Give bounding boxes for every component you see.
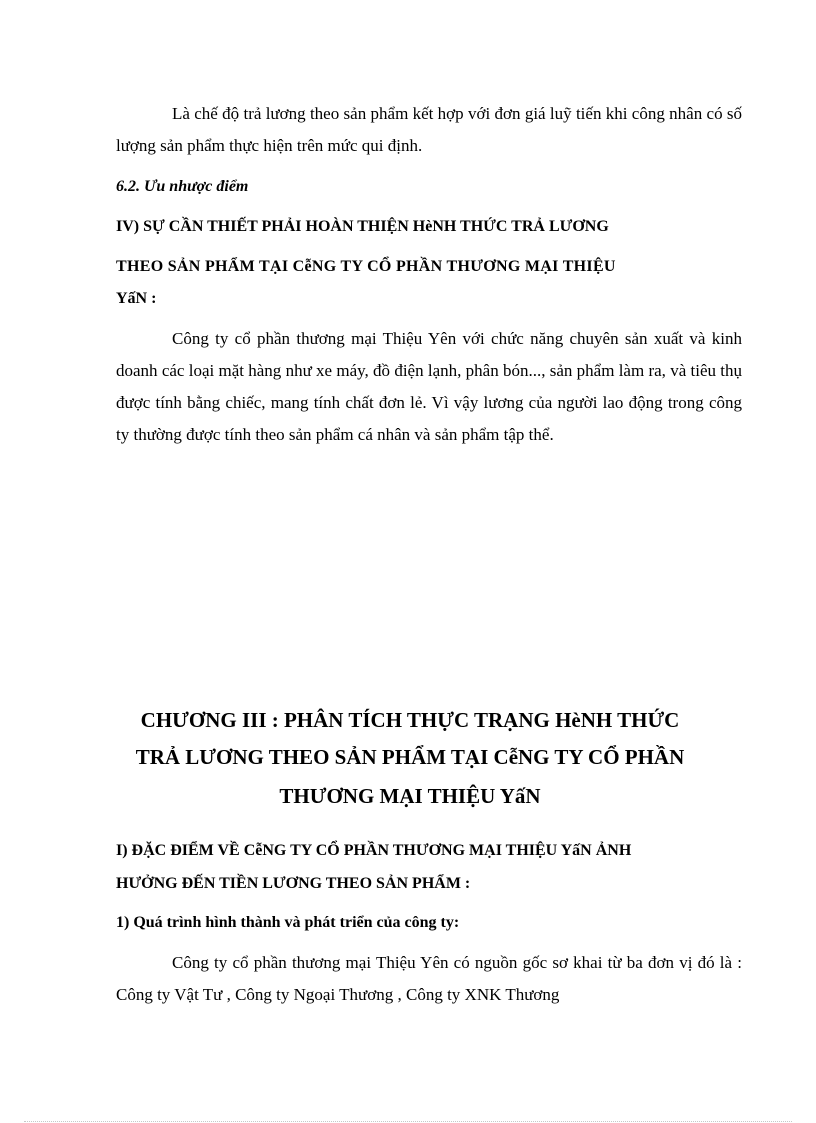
- page-border-dotted: [24, 1121, 792, 1122]
- paragraph-progressive-wage: Là chế độ trả lương theo sản phẩm kết hợp với đơn giá luỹ tiến khi công nhân có số lượng sản phẩm thực hiện trên mức qui định.: [116, 104, 742, 155]
- heading-advantages: 6.2. Ưu nhược điểm: [116, 178, 249, 195]
- heading-history: 1) Quá trình hình thành và phát triển của công ty:: [116, 914, 460, 931]
- heading-section-iv-line-1: IV) SỰ CẦN THIẾT PHẢI HOÀN THIỆN HèNH THỨC TRẢ LƯƠNG: [116, 218, 609, 235]
- chapter-title-line-2: TRẢ LƯƠNG THEO SẢN PHẨM TẠI CễNG TY CỔ PHẦN: [135, 745, 685, 769]
- heading-section-i-line-1: I) ĐẶC ĐIỂM VỀ CễNG TY CỔ PHẦN THƯƠNG MẠI THIỆU YấN ẢNH: [116, 842, 632, 859]
- heading-section-iv-line-3: YấN :: [116, 290, 157, 307]
- chapter-title-line-3: THƯƠNG MẠI THIỆU YấN: [279, 784, 541, 808]
- heading-section-i-line-2: HƯỞNG ĐẾN TIỀN LƯƠNG THEO SẢN PHẨM :: [116, 875, 471, 892]
- heading-section-iv-line-2: THEO SẢN PHẨM TẠI CễNG TY CỔ PHẦN THƯƠNG MẠI THIỆU: [116, 258, 616, 275]
- paragraph-company-products: Công ty cổ phần thương mại Thiệu Yên với chức năng chuyên sản xuất và kinh doanh các loại mặt hàng như xe máy, đồ điện lạnh, phân bón..., sản phẩm làm ra, và tiêu thụ được tính bằng chiếc, mang tính chất đơn lẻ. Vì vậy lương của người lao động trong công ty thường được tính theo sản phẩm cá nhân và sản phẩm tập thể.: [116, 329, 742, 444]
- chapter-title-line-1: CHƯƠNG III : PHÂN TÍCH THỰC TRẠNG HèNH THỨC: [140, 708, 680, 732]
- paragraph-company-origin: Công ty cổ phần thương mại Thiệu Yên có nguồn gốc sơ khai từ ba đơn vị đó là : Công ty Vật Tư , Công ty Ngoại Thương , Công ty XNK Thương: [116, 953, 742, 1004]
